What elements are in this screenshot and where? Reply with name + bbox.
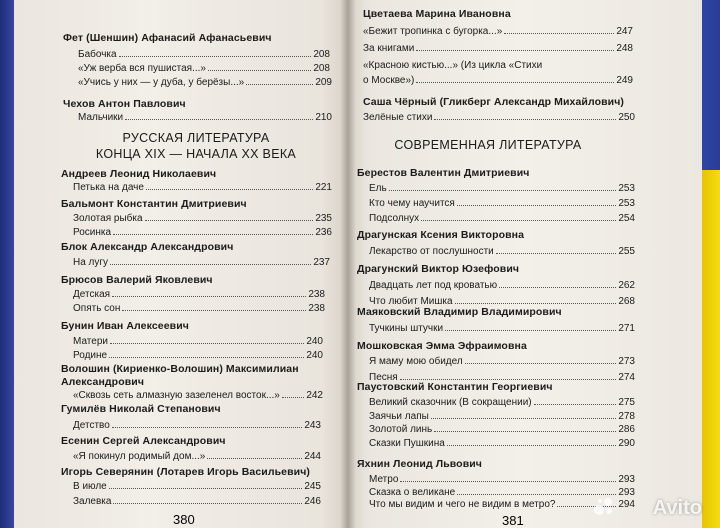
toc-entry: Сказки Пушкина 290 [369,438,635,449]
section-heading-left-2: КОНЦА XIX — НАЧАЛА XX ВЕКА [95,147,297,161]
toc-entry: Залевка 246 [73,496,321,507]
toc-entry: Росинка 236 [73,227,332,238]
toc-entry: Подсолнух 254 [369,213,635,224]
author-voloshin-line2: Александрович [61,376,145,388]
toc-entry: Опять сон 238 [73,303,325,314]
book-gutter [340,0,356,528]
author-sasha-chorny: Саша Чёрный (Гликберг Александр Михайлович) [363,96,625,108]
page-number-left: 380 [173,512,195,527]
toc-entry: Метро 293 [369,474,635,485]
toc-entry: «Сквозь сеть алмазную зазеленел восток...» 242 [73,390,323,401]
toc-entry: Мальчики 210 [78,112,332,123]
author-moshkovskaya: Мошковская Эмма Эфраимовна [357,340,527,352]
toc-entry: Золотая рыбка 235 [73,213,332,224]
author-yakhnin: Яхнин Леонид Львович [357,458,483,470]
toc-entry: «Красною кистью...» (Из цикла «Стихи [363,60,543,71]
avito-logo-icon [593,495,615,517]
toc-entry: Великий сказочник (В сокращении) 275 [369,397,635,408]
toc-entry: Золотой линь 286 [369,424,635,435]
book-cover-right-blue [702,0,720,170]
author-tsvetaeva: Цветаева Марина Ивановна [363,8,511,20]
toc-entry: Я маму мою обидел 273 [369,356,635,367]
author-voloshin: Волошин (Кириенко-Волошин) Максимилиан [61,363,299,375]
toc-entry: Детство 243 [73,420,321,431]
toc-entry: Заячьи лапы 278 [369,411,635,422]
author-andreev: Андреев Леонид Николаевич [61,168,217,180]
author-dragunskaya: Драгунская Ксения Викторовна [357,229,525,241]
book-cover-right-yellow [702,170,720,528]
toc-entry: Бабочка 208 [78,49,330,60]
toc-entry: Ель 253 [369,183,635,194]
toc-entry: Петька на даче 221 [73,182,332,193]
author-paustovsky: Паустовский Константин Георгиевич [357,381,553,393]
section-heading-left-1: РУССКАЯ ЛИТЕРАТУРА [122,131,270,145]
toc-entry: «Учись у них — у дуба, у берёзы...» 209 [78,77,332,88]
toc-entry: «Уж верба вся пушистая...» 208 [78,63,330,74]
toc-entry: Лекарство от послушности 255 [369,246,635,257]
avito-watermark: Avito [652,497,702,519]
author-bunin: Бунин Иван Алексеевич [61,320,189,332]
toc-entry: На лугу 237 [73,257,330,268]
toc-entry: Зелёные стихи 250 [363,112,635,123]
toc-entry: Детская 238 [73,289,325,300]
toc-entry: Тучкины штучки 271 [369,323,635,334]
author-mayakovsky: Маяковский Владимир Владимирович [357,306,562,318]
author-fet: Фет (Шеншин) Афанасий Афанасьевич [63,32,272,44]
toc-entry: о Москве») 249 [363,75,633,86]
author-severyanin: Игорь Северянин (Лотарев Игорь Васильевич) [61,466,311,478]
author-dragunsky: Драгунский Виктор Юзефович [357,263,520,275]
toc-entry: Матери 240 [73,336,323,347]
author-esenin: Есенин Сергей Александрович [61,435,226,447]
author-chekhov: Чехов Антон Павлович [63,98,186,110]
author-blok: Блок Александр Александрович [61,241,234,253]
author-bryusov: Брюсов Валерий Яковлевич [61,274,213,286]
toc-entry: В июле 245 [73,481,321,492]
toc-entry: Что любит Мишка 268 [369,296,635,307]
toc-entry: Сказка о великане 293 [369,487,635,498]
toc-entry: «Я покинул родимый дом...» 244 [73,451,321,462]
author-berestov: Берестов Валентин Дмитриевич [357,167,530,179]
toc-entry: Двадцать лет под кроватью 262 [369,280,635,291]
toc-entry: Песня 274 [369,372,635,383]
toc-entry: «Бежит тропинка с бугорка...» 247 [363,26,633,37]
toc-entry: Кто чему научится 253 [369,198,635,209]
page-number-right: 381 [502,513,524,528]
toc-entry: За книгами 248 [363,43,633,54]
author-gumilyov: Гумилёв Николай Степанович [61,403,221,415]
author-balmont: Бальмонт Константин Дмитриевич [61,198,247,210]
toc-entry: Родине 240 [73,350,323,361]
toc-entry: Что мы видим и чего не видим в метро? 294 [369,499,635,510]
section-heading-right: СОВРЕМЕННАЯ ЛИТЕРАТУРА [394,138,582,152]
